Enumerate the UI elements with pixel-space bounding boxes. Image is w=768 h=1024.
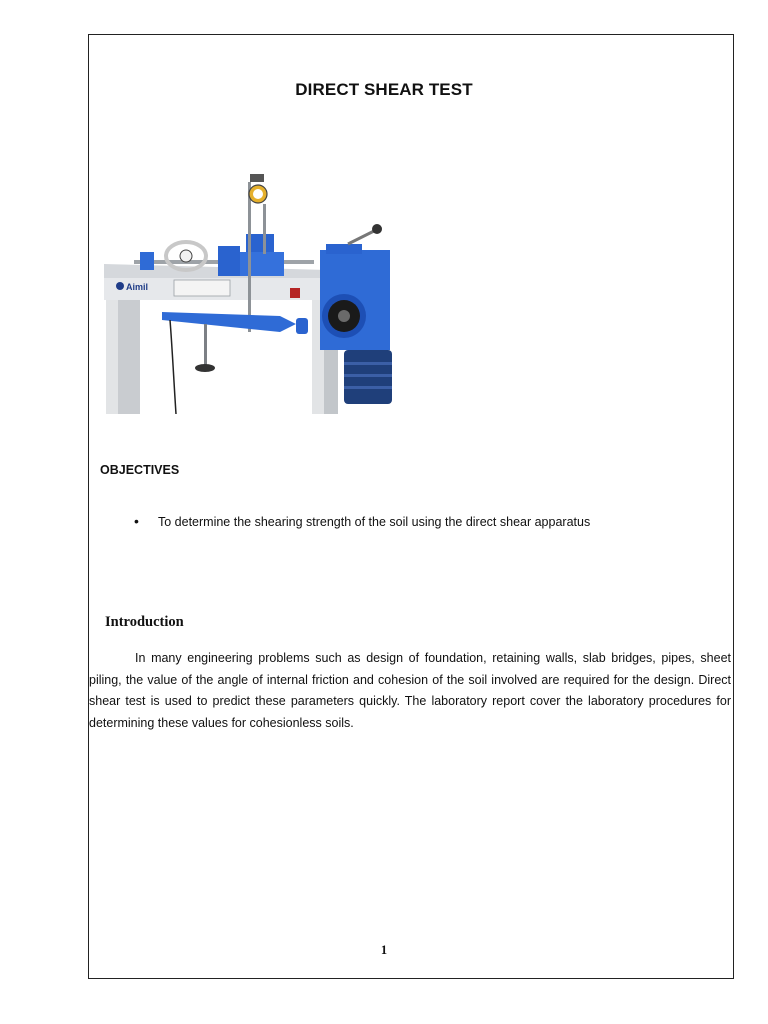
- introduction-heading: Introduction: [105, 614, 184, 630]
- objective-list-item: [134, 513, 590, 529]
- page-number: 1: [380, 943, 388, 957]
- direct-shear-apparatus-image: [100, 174, 400, 416]
- introduction-paragraph: In many engineering problems such as design of foundation, retaining walls, slab bridges, pipes, sheet piling, the value of the angle of internal friction and cohesion of the soil involved are required for the design. Direct shear test is used to predict these parameters quickly. The laboratory report cover the laboratory procedures for determining these values for cohesionless soils.: [89, 651, 731, 731]
- bullet-icon: •: [134, 513, 139, 529]
- objectives-heading: OBJECTIVES: [100, 463, 180, 477]
- document-title: DIRECT SHEAR TEST: [295, 80, 473, 99]
- objective-text: To determine the shearing strength of the soil using the direct shear apparatus: [158, 515, 591, 529]
- brand-label: Aimil: [126, 282, 149, 292]
